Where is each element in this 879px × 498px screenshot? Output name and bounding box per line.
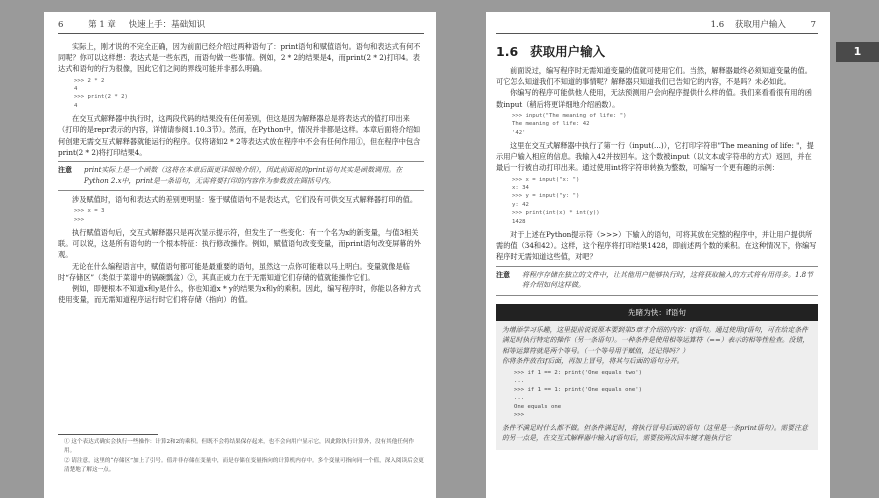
- sidebar-box-title: 先睹为快：if语句: [496, 304, 818, 321]
- note-label: 注意: [58, 166, 72, 175]
- left-page: [44, 12, 436, 498]
- right-page: [486, 12, 830, 498]
- sidebar-paragraph: 条件不满足时什么都不做。但条件满足时，将执行冒号后面的语句（这里是一条print语句）。需要注意的另一点是，在交互式解释器中输入if语句后，需要按两次回车键才能执行它: [502, 423, 808, 443]
- sidebar-box-body: [496, 321, 818, 450]
- sidebar-paragraph: 你将条件放在if后面，再加上冒号，将其与后面的语句分开。: [502, 357, 684, 366]
- note-label: 注意: [496, 270, 510, 279]
- left-page-number: 6: [58, 20, 64, 30]
- footnote: ① 这个表达式确实会执行一些操作：计算2和2的乘积。但既不会将结果保存起来，也不会向用户显示它，因此除执行计算外，没有其他任何作用。: [64, 439, 415, 454]
- note-box: [58, 161, 424, 191]
- paragraph: 前面说过，编写程序时无需知道变量的值就可使用它们。当然，解释器最终必须知道变量的值。可它怎么知道我们不知道的事情呢？解释器只知道我们已告知它的内容，不是吗？未必如此。: [496, 66, 812, 87]
- code-block: >>> 2 * 2 4 >>> print(2 * 2) 4: [74, 77, 128, 109]
- left-chapter-title: 快速上手：基础知识: [128, 20, 206, 30]
- right-page-number: 7: [810, 20, 816, 30]
- note-box: [496, 266, 818, 296]
- section-heading-number: 1.6: [496, 44, 519, 59]
- paragraph: 执行赋值语句后，交互式解释器只是再次显示提示符，但发生了一些变化：有一个名为x的新变量，与值3相关联。可以说，这是所有语句的一个根本特征：执行修改操作。例如，赋值语句改变变量，而print语句改变屏幕的外观。: [58, 228, 421, 260]
- left-running-header: [58, 18, 205, 30]
- right-section-title: 获取用户输入: [734, 20, 786, 30]
- right-header-rule: [496, 33, 818, 34]
- code-block: >>> x = input("x: ") x: 34 >>> y = input("y: ") y: 42 >>> print(int(x) * int(y)) 1428: [512, 176, 600, 225]
- note-text: print实际上是一个函数（这将在本章后面更详细地介绍），因此前面说的print语句其实是函数调用。在Python 2.x中，print是一条语句，无需将要打印的内容作为参数放在圆括号内。: [84, 166, 403, 185]
- sidebar-paragraph: 为增添学习乐趣，这里提前说说原本要到第5章才介绍的内容：if语句。通过使用if语句，可在给定条件满足时执行特定的操作（另一条语句）。一种条件是使用相等运算符（==）表示的相等性检查。没错，相等运算符就是两个等号。（一个等号用于赋值，还记得吗？）: [502, 325, 810, 355]
- paragraph: 例如，即便根本不知道x和y是什么，你也知道x * y的结果为x和y的乘积。因此，编写程序时，你能以各种方式使用变量，而无需知道程序运行时它们将存储（指向）的值。: [58, 284, 421, 305]
- footnotes: [58, 438, 424, 474]
- right-section-number: 1.6: [710, 20, 725, 30]
- sidebar-code-block: >>> if 1 == 2: print('One equals two') ... >>> if 1 == 1: print('One equals one') ... One equals one >>>: [514, 370, 642, 419]
- paragraph: 实际上，刚才说的不完全正确，因为前面已经介绍过两种语句了：print语句和赋值语句。语句和表达式有何不同呢？你可以这样想：表达式是一些东西，而语句做一些事情。例如，2 * 2的结果是4，而print(2 * 2)打印4。表达式和语句的行为很像，因此它们之间的界线可能并非那么明确。: [58, 42, 421, 74]
- left-header-rule: [58, 33, 424, 34]
- paragraph: 涉及赋值时，语句和表达式的差别更明显：鉴于赋值语句不是表达式，它们没有可供交互式解释器打印的值。: [72, 195, 418, 205]
- footnote-rule: [58, 434, 158, 435]
- paragraph: 对于上述在Python提示符（>>>）下输入的语句，可将其放在完整的程序中，并让用户提供所需的值（34和42）。这样，这个程序将打印结果1428，即前述两个数的乘积。在这种情况下，你编写程序时无需知道这些值，对吧？: [496, 230, 817, 262]
- right-body: [496, 42, 818, 450]
- section-heading: [496, 42, 818, 60]
- code-block: >>> x = 3 >>>: [74, 208, 105, 223]
- left-body: [58, 41, 424, 305]
- paragraph: 你编写的程序可能供他人使用，无法预测用户会向程序提供什么样的值。我们来看看很有用的函数input（稍后将更详细地介绍函数）。: [496, 88, 812, 109]
- right-running-header: [711, 18, 816, 30]
- code-block: >>> input("The meaning of life: ") The meaning of life: 42 '42': [512, 112, 627, 136]
- section-heading-text: 获取用户输入: [530, 44, 606, 59]
- paragraph: 在交互式解释器中执行时，这两段代码的结果没有任何差别，但这是因为解释器总是将表达式的值打印出来（打印的是repr表示的内容，详情请参阅1.10.3节）。然而，在Python中，情况并非都是这样。本章后面将介绍如何创建无需交互式解释器就能运行的程序。仅将诸如2 * 2等表达式放在程序中不会有任何作用①，但在程序中包含print(2 * 2)将打印结果4。: [58, 114, 421, 157]
- chapter-tab: 1: [836, 42, 879, 62]
- footnote: ② 请注意，这里的“存储区”加上了引号。值并非存储在变量中，而是存储在变量指向的计算机内存中。多个变量可指向同一个值，深入阅读后会更清楚地了解这一点。: [64, 458, 424, 473]
- paragraph: 这里在交互式解释器中执行了第一行（input(...)），它打印字符串"The meaning of life: "，提示用户输入相应的信息。我输入42并按回车。这个数被input（以文本或字符串的方式）返回，并在最后一行被自动打印出来。通过使用int将字符串转换为整数，可编写一个更有趣的示例：: [496, 141, 814, 173]
- left-chapter-label: 第 1 章: [88, 20, 116, 30]
- note-text: 将程序存储在独立的文件中，让其他用户能够执行时，这将获取输入的方式将有用得多。1.8节将介绍如何这样做。: [522, 270, 814, 290]
- paragraph: 无论在什么编程语言中，赋值语句都可能是最重要的语句，虽然这一点你可能难以马上明白。变量就像是临时“存储区”（类似于菜谱中的锅碗瓢盆）②，其真正威力在于无需知道它们存储的值就能操作它们。: [58, 261, 410, 282]
